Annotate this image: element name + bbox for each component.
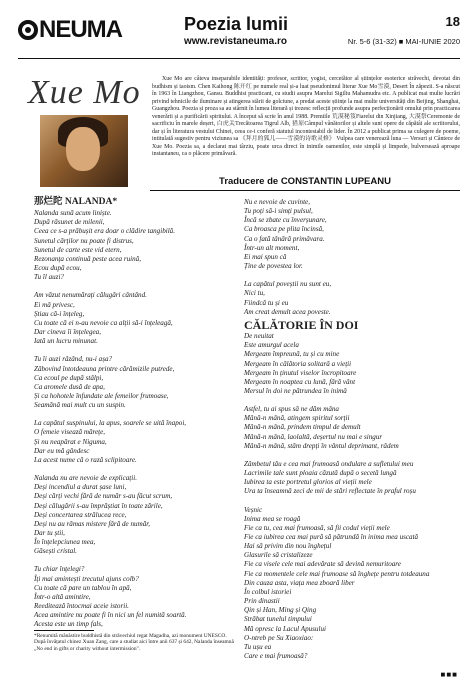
- poem-line: Din cauza asta, viața mea zboară liber: [244, 578, 355, 587]
- poem-line: Deși incendiul a durat șase luni,: [34, 483, 127, 492]
- magazine-title: Poezia lumii: [184, 14, 289, 34]
- poem-line: Ca aromele dusă de apa,: [34, 382, 105, 391]
- stanza-break: [34, 556, 234, 565]
- portrait-face: [66, 127, 100, 171]
- poem-line: Am creat demult acea poveste.: [244, 307, 331, 316]
- footnote-divider: [34, 630, 94, 631]
- poem-line: Nalanda nu are nevoie de explicații.: [34, 474, 137, 483]
- poem-line: Mergeam împreună, tu și cu mine: [244, 350, 340, 359]
- poem-line: Tu îl auzi?: [34, 273, 64, 282]
- poem-line: Mergeam în noaptea cu lună, fără vânt: [244, 377, 356, 386]
- poem-line: Zâmbetul tău e cea mai frumoasă ondulare a sufletului meu: [244, 459, 414, 468]
- poem-line: Ura ta înseamnă zeci de mii de stări reflectate în praful roșu: [244, 487, 416, 496]
- poem-line: Este amurgul acela: [244, 341, 299, 350]
- poem-line: Fie ca momentele cele mai frumoase să înghețe pentru totdeauna: [244, 569, 430, 578]
- logo-text: NEUMA: [39, 16, 122, 43]
- poem-line: O femeie visează mărețe,: [34, 428, 106, 437]
- end-mark: ■■■: [440, 670, 458, 679]
- poem-line: Zăbovind întotdeauna printre cărămizile putrede,: [34, 364, 175, 373]
- poem-line: Nalanda sună acum liniște.: [34, 209, 112, 218]
- header-divider: [18, 58, 460, 59]
- poem-title-nalanda: 那烂陀 NALANDA*: [34, 197, 118, 207]
- poem-line: Inima mea se roagă: [244, 514, 301, 523]
- stanza-break: [244, 396, 444, 405]
- poem-line: Deși călugării s-au împrăștiat în toate zările,: [34, 501, 163, 510]
- poem-line: Rezonanța continuă peste acea ruină,: [34, 254, 141, 263]
- poem-line: Mergeam în călătoria solitară a vieții: [244, 359, 352, 368]
- poem-line: Ca broasca pe plita încinsă,: [244, 225, 324, 234]
- stanza-break: [244, 497, 444, 506]
- issue-info: Nr. 5-6 (31-32) ■ MAI-IUNIE 2020: [347, 37, 460, 46]
- poem-line: Hai să privim din nou înghețul: [244, 542, 332, 551]
- poem-line: Acesta este un timp fals,: [34, 620, 103, 629]
- poem-calatorie-lines: [244, 332, 444, 661]
- poem-line: Seamănă mai mult cu un suspin.: [34, 401, 126, 410]
- poem-line: Îți mai amintești trecutul ajuns colb?: [34, 574, 139, 583]
- poem-line: Lacrimile tale sunt ploaia căzută după o secetă lungă: [244, 469, 397, 478]
- stanza-break: [34, 282, 234, 291]
- poem-line: Qin și Han, Ming și Qing: [244, 606, 317, 615]
- poem-line: Prin dinastii: [244, 597, 280, 606]
- poem-line: Ceea ce s-a prăbușit era doar o clădire tangibilă.: [34, 227, 176, 236]
- poem-line: Glasurile să cristalizeze: [244, 551, 313, 560]
- right-column: [244, 198, 444, 661]
- poem-line: Fie ca tu, cea mai frumoasă, să fii codul vieții mele: [244, 523, 390, 532]
- poem-line: Tu ușu ea: [244, 642, 272, 651]
- poem-line: Ei mai spun că: [244, 252, 287, 261]
- poem-line: Mână-n mână, stăm drepți în vântul deprimant, râdem: [244, 441, 399, 450]
- poem-line: Mă opresc la Lacul Apusului: [244, 624, 326, 633]
- poem-line: Mersul în doi ne pătrundea în inimă: [244, 386, 347, 395]
- neuma-logo[interactable]: [18, 16, 122, 44]
- stanza-break: [244, 271, 444, 280]
- poem-line: Nu e nevoie de cuvinte,: [244, 198, 310, 206]
- stanza-break: [34, 346, 234, 355]
- poem-line: Găsești cristal.: [34, 547, 77, 556]
- logo-ring-icon: [18, 20, 38, 40]
- stanza-break: [244, 451, 444, 460]
- poem-title-calatorie: CĂLĂTORIE ÎN DOI: [244, 317, 359, 332]
- poem-line: Dar cineva îi înțelegea,: [34, 328, 101, 337]
- poem-line: După răsunet de milenii,: [34, 218, 105, 227]
- poem-line: Dar eu mă gândesc: [34, 446, 90, 455]
- poem-line: Sunetul de carte este vid etern,: [34, 245, 122, 254]
- poem-line: În înțelepciunea mea,: [34, 538, 96, 547]
- poem-line: Străbat tunelul timpului: [244, 615, 312, 624]
- poem-line: Mergeam în ținutul viselor încropitoare: [244, 368, 357, 377]
- poem-line: Reeditează întocmai aceie istorii.: [34, 602, 129, 611]
- poem-line: Dar tu știi,: [34, 529, 65, 537]
- author-portrait: [40, 115, 128, 187]
- poem-line: Știau că-i înțeleg,: [34, 309, 85, 318]
- poem-line: Cu toate că ei n-au nevoie ca alții să-i înțeleagă,: [34, 318, 173, 327]
- poem-line: O-ntreb pe Su Xiaoxiao:: [244, 633, 314, 642]
- page-number: 18: [445, 14, 460, 29]
- poem-line: Veșnic: [244, 505, 263, 514]
- poem-line: Ca o fată tânără primăvara.: [244, 234, 325, 243]
- poem-line: Într-un alt moment,: [244, 243, 300, 252]
- poem-line: Fiindcă tu și eu: [244, 298, 289, 307]
- author-name: Xue Mo: [28, 74, 141, 111]
- poem-line: De neuitat: [244, 332, 274, 341]
- poem-nalanda-continuation: [244, 198, 444, 317]
- poem-line: Care e mai frumoasă?: [244, 652, 308, 661]
- stanza-break: [34, 410, 234, 419]
- poem-nalanda-lines: [34, 209, 234, 629]
- poem-line: Acea amintire nu poate fi în nici un fel numită soartă.: [34, 611, 187, 620]
- magazine-url[interactable]: www.revistaneuma.ro: [184, 36, 287, 47]
- poem-line: La capătul poveștii nu sunt eu,: [244, 280, 332, 289]
- page-header: [18, 14, 460, 58]
- poem-line: Mână-n mână, prindem timpul de demult: [244, 423, 361, 432]
- poem-line: Mână-n mână, atingem spiritul sorții: [244, 414, 350, 423]
- poem-line: La capătul suspinului, la apus, soarele se uită înapoi,: [34, 419, 187, 428]
- footnote: *Renumită mănăstire buddhistă din străvechiul regat Magadha, azi monument UNESCO. După învățatul chinez Xuan Zang, care a studiat aici între anii 637 și 642, Nalanda înseamnă „No end in gifts or charity without intermission".: [34, 633, 234, 652]
- poem-line: Iubirea ta este portretul glorios al vieții mele: [244, 478, 372, 487]
- author-bio: Xue Mo are câteva inseparabile identități: profesor, scriitor, yogist, cercetător al științelor esoterice străvechi, devotat din budhism și taoism. Chen Kaihong 陈开红 pe numele real și-a luat pseudonimul literar Xue Mo雪漠, Desert În zăpezii. S-a născut în 1963 în Liangzhou, Gansu. Buddhist practicant, cu studii asupra Marelui Sigiliu Mahamudra etc. A publicat mai multe lucrări privind tehnicile de iluminare și atingerea stării de golciune, a predat aceste științe la mai multe universități din Beijing, Shanghai, Guangzhou. Poezia și proza sa au stârnit în lumea literară și trezesc reflecții profunde asupra perfecționării omului prin practicarea venerării și a purificării spiritului. A început să scrie în anul 1988. Premiile 荒漠秘笈Fiarelui din Xinjiang, 大漠祭Ceremonie de sacrificiu în marele deșert, 白虎关Trecătoarea Tigrul Alb, 猎原Câmpul vânătorilor și altele sunt opere de căpătâi ale scriitorului, dar și în literatura vestului Chinei, ceea ce-i conferă statutul incontestabil de lider. În 2012 a publicat prima sa culegere de poeme, intitulată sugestiv pentru viziunea sa 《拜月的狐儿——雪漠的诗歌灵修》 Vulpea care venerează luna — Versuri și Cântece de Xue Mo. Poezia sa, a declarat mai târziu, poate urca direct în inimile oamenilor, este simplă și limpede, bulversează aproape instantaneu, ca o plăcere primăvară.: [152, 76, 460, 158]
- poem-line: Nici tu,: [244, 289, 265, 298]
- poem-line: Și ca hohotele înfundate ale femeilor frumoase,: [34, 391, 169, 400]
- poem-line: Deși concertarea strălucea rece,: [34, 510, 127, 519]
- poem-line: Am văzut nenumărați călugări cântând.: [34, 291, 147, 300]
- translation-divider: [150, 190, 460, 191]
- poem-line: Tu poți să-i simți pulsul,: [244, 207, 313, 216]
- poem-line: Cu toate că pare un tablou în apă,: [34, 583, 132, 592]
- poem-line: Deși nu au rămas mistere fără de număr,: [34, 519, 150, 528]
- poem-line: Într-o altă amintire,: [34, 592, 91, 601]
- poem-line: Ține de povestea lor.: [244, 262, 303, 271]
- poem-line: Mână-n mână, laolaltă, deșertul nu mai e singur: [244, 432, 383, 441]
- poem-line: Ca ecoul pe după stâlpi,: [34, 373, 104, 382]
- poem-line: Fie ca visele cele mai adevărate să devină nemuritoare: [244, 560, 401, 569]
- left-column: [34, 198, 234, 630]
- poem-line: Sunetul cărților nu poate fi distrus,: [34, 236, 134, 245]
- poem-line: Tu îi auzi râzând, nu-i așa?: [34, 355, 113, 364]
- translation-credit: Traducere de CONSTANTIN LUPEANU: [219, 176, 391, 187]
- poem-line: Și nu neapărat e Niguma,: [34, 437, 107, 446]
- poem-line: Ei mă privesc,: [34, 300, 75, 309]
- poem-line: La acest nume că o rază sclipitoare.: [34, 455, 137, 464]
- poem-line: În colbul istoriei: [244, 587, 292, 596]
- poem-line: Deși cărți vechi fără de număr s-au făcut scrum,: [34, 492, 173, 501]
- poem-line: Iată un lucru minunat.: [34, 337, 98, 346]
- poem-line: Tu chiar înțelegi?: [34, 565, 85, 574]
- poem-line: Fie ca iubirea cea mai pură să pătrundă în inima mea uscată: [244, 533, 419, 541]
- poem-line: Ecou după ecou,: [34, 264, 82, 273]
- stanza-break: [34, 465, 234, 474]
- poem-line: Încă se zbate cu înverșunare,: [244, 216, 327, 225]
- poem-line: Astfel, tu ai spus să ne dăm mâna: [244, 405, 339, 414]
